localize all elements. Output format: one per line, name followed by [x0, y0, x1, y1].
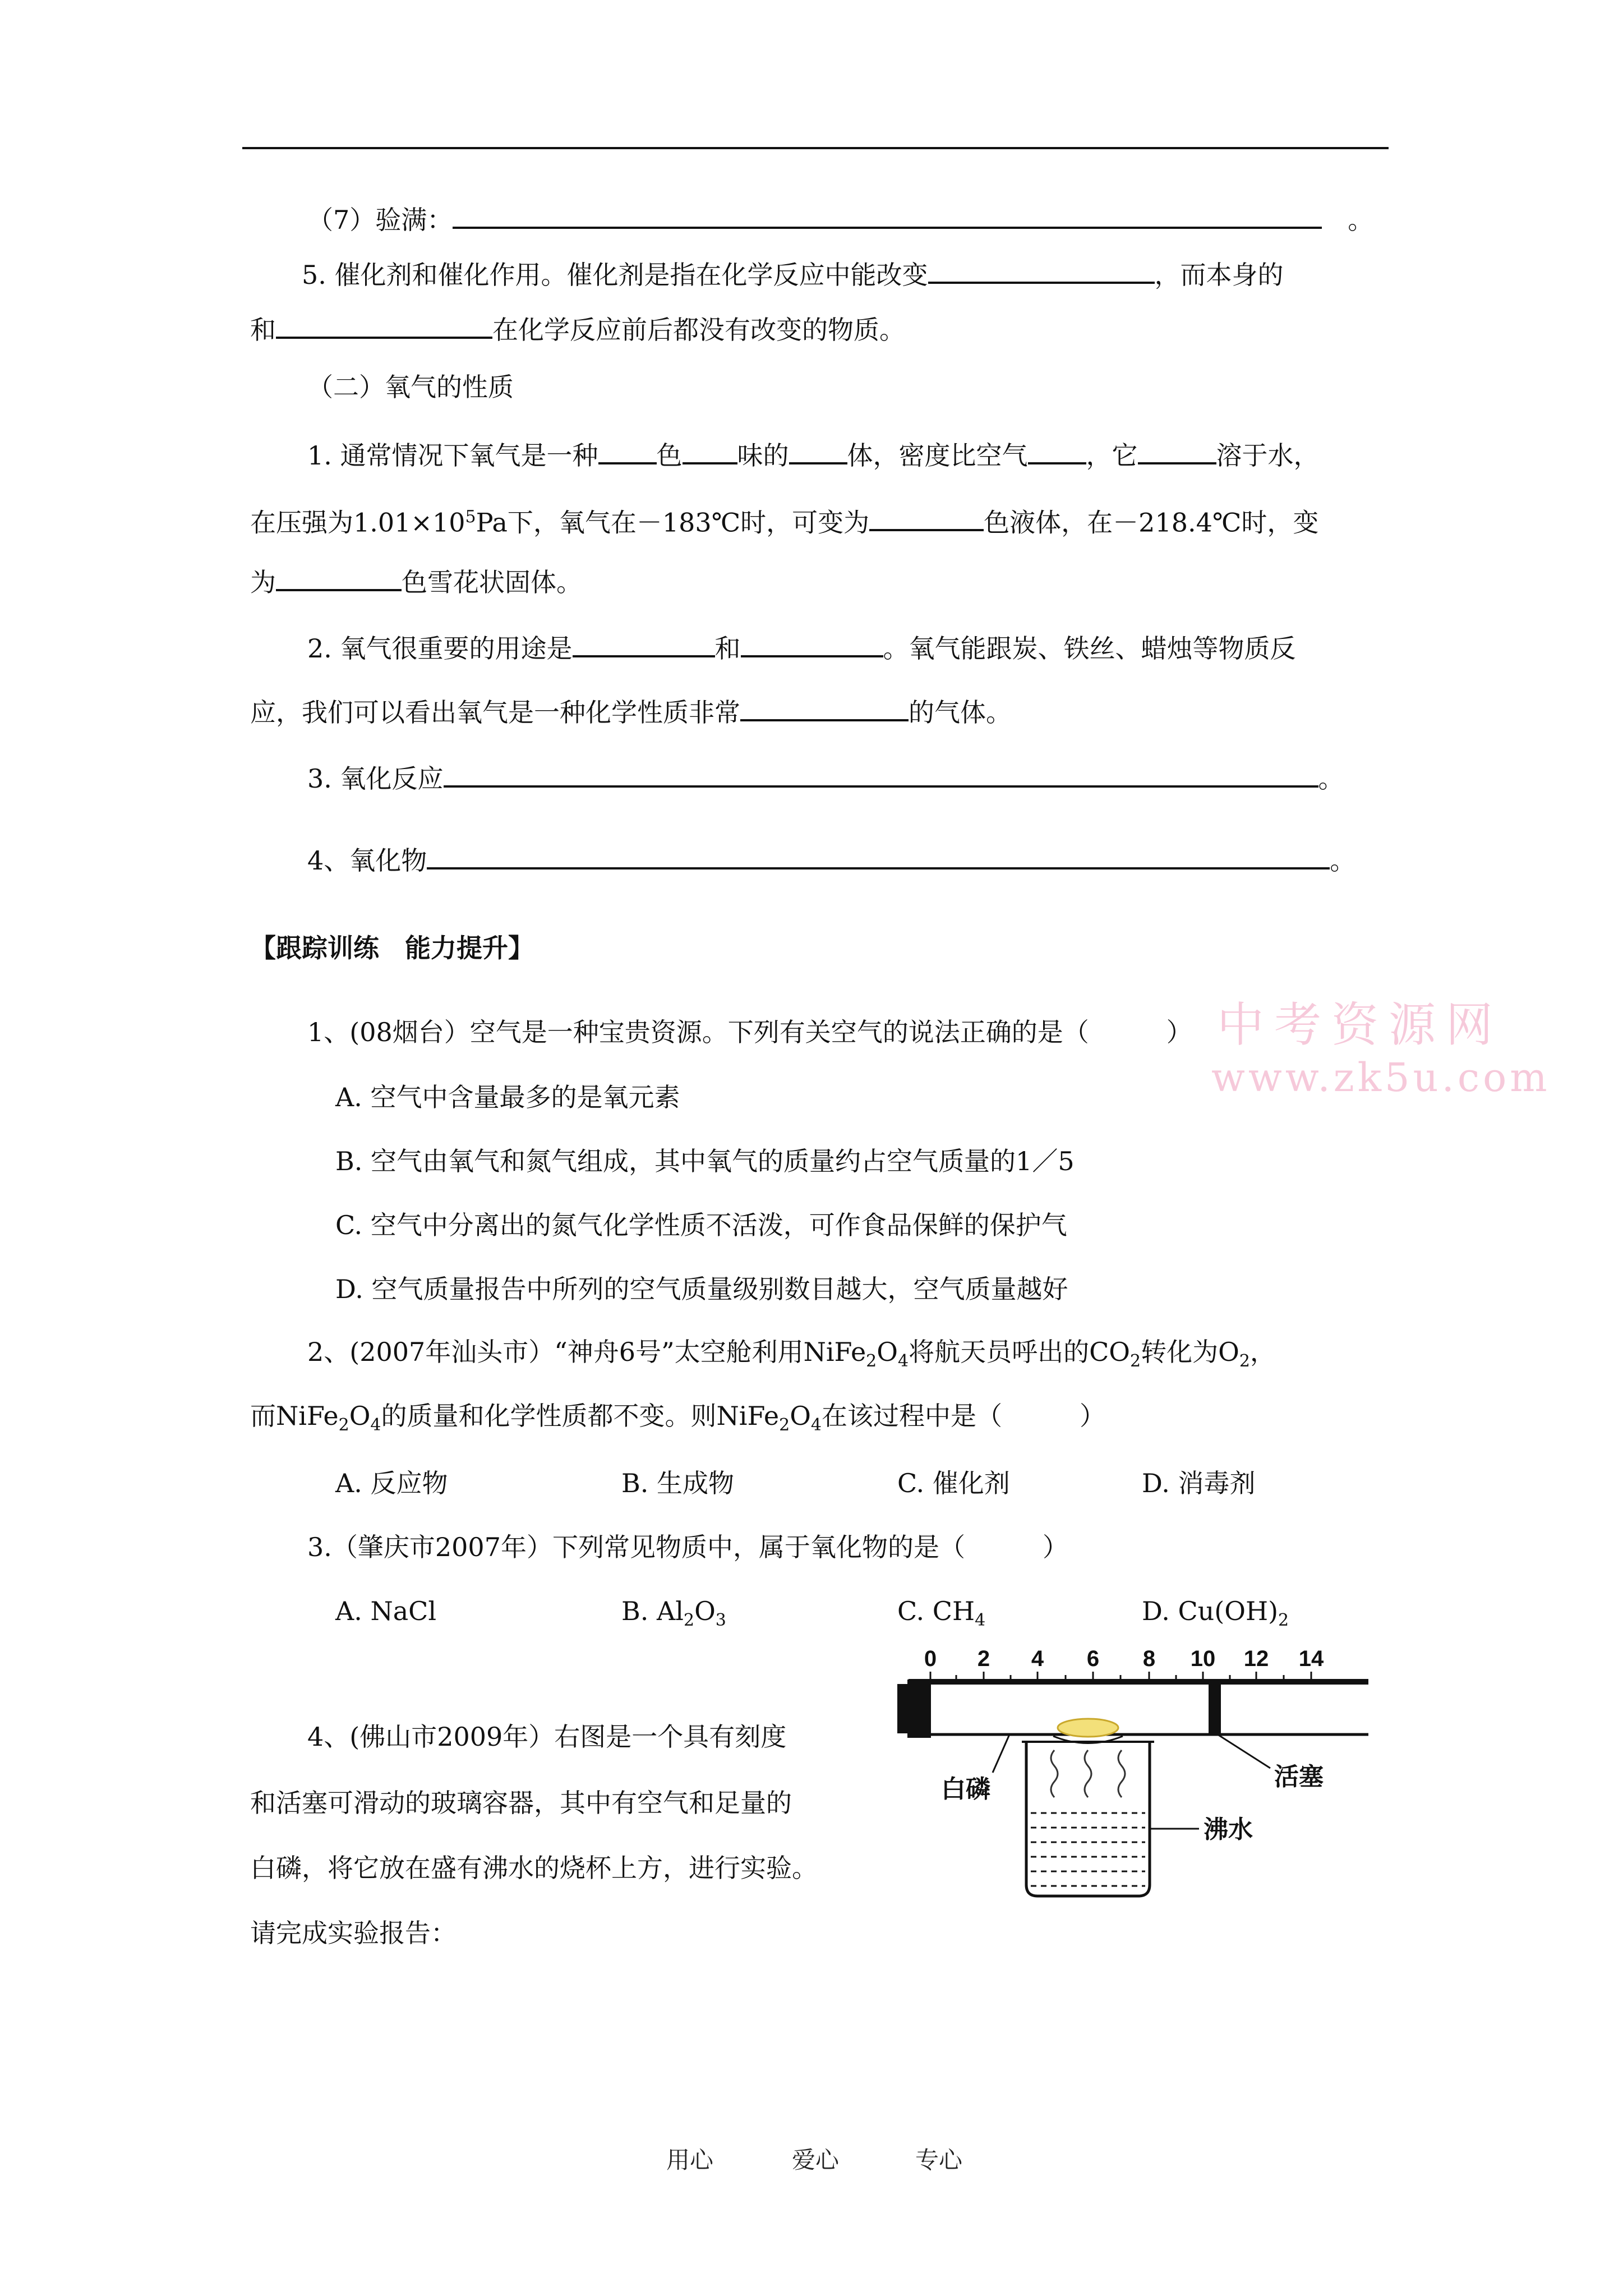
q3-option-d[interactable]: D. $Cu(OH)_2$: [1142, 1596, 1289, 1631]
answer-blank[interactable]: [276, 312, 492, 339]
question-2: 2、(2007年汕头市）“神舟6号”太空舱利用$NiFe_2O_4$将航天员呼出的$CO_2$转化为$O_2$，: [307, 1337, 1276, 1372]
label-piston: 活塞: [1274, 1763, 1324, 1791]
question-3: 3.（肇庆市2007年）下列常见物质中，属于氧化物的是（ ）: [307, 1532, 1068, 1562]
answer-blank[interactable]: [789, 438, 847, 464]
watermark-url: www.zk5u.com: [1211, 1055, 1551, 1101]
item-7-verify-full: （7）验满： 。: [307, 202, 1373, 237]
property-1-cont: 在压强为$1.01\times 10^5Pa$下，氧气在－183℃时，可变为 色液体，在－218.4℃时，变: [250, 500, 1318, 539]
question-4: 4、(佛山市2009年）右图是一个具有刻度: [307, 1722, 787, 1752]
practice-heading: 【跟踪训练 能力提升】: [250, 933, 534, 963]
q3-option-a[interactable]: A. NaCl: [335, 1596, 437, 1626]
answer-blank[interactable]: [740, 694, 909, 721]
property-1-cont2: 为 色雪花状固体。: [250, 564, 582, 599]
answer-blank[interactable]: [869, 504, 984, 531]
q1-option-a[interactable]: A. 空气中含量最多的是氧元素: [335, 1082, 680, 1112]
property-4-oxide: 4、氧化物 。: [307, 843, 1355, 877]
section-heading-oxygen-properties: （二）氧气的性质: [307, 372, 514, 402]
scale-label-8: 8: [1142, 1646, 1156, 1671]
steam-waves: [1051, 1750, 1125, 1797]
footer-word-2: 爱心: [792, 2146, 840, 2174]
footer-word-1: 用心: [666, 2146, 714, 2174]
answer-blank[interactable]: [741, 631, 883, 657]
question-4-cont1: 和活塞可滑动的玻璃容器，其中有空气和足量的: [250, 1788, 792, 1818]
property-1: 1. 通常情况下氧气是一种 色 味的 体，密度比空气 ，它 溶于水，: [307, 438, 1320, 472]
scale-label-2: 2: [977, 1646, 990, 1671]
scale-label-12: 12: [1243, 1646, 1269, 1671]
glass-tube: [897, 1672, 1368, 1738]
answer-blank[interactable]: [1028, 438, 1086, 464]
answer-blank[interactable]: [453, 202, 1322, 229]
property-3-oxidation: 3. 氧化反应 。: [307, 761, 1344, 795]
q1-option-c[interactable]: C. 空气中分离出的氮气化学性质不活泼，可作食品保鲜的保护气: [335, 1210, 1067, 1240]
property-2-cont: 应，我们可以看出氧气是一种化学性质非常 的气体。: [250, 694, 1012, 729]
scale-labels: [924, 1646, 1324, 1671]
header-rule: [242, 147, 1389, 149]
piston[interactable]: [1209, 1682, 1221, 1736]
answer-blank[interactable]: [683, 438, 737, 464]
scale-label-6: 6: [1086, 1646, 1100, 1671]
answer-blank[interactable]: [928, 257, 1155, 284]
q1-option-d[interactable]: D. 空气质量报告中所列的空气质量级别数目越大，空气质量越好: [335, 1274, 1068, 1304]
q3-option-c[interactable]: C. $CH_4$: [897, 1596, 986, 1631]
footer-word-3: 专心: [915, 2146, 963, 2174]
label-white-phosphorus: 白磷: [941, 1775, 990, 1803]
answer-blank[interactable]: [1138, 438, 1216, 464]
scale-label-0: 0: [924, 1646, 937, 1671]
answer-blank[interactable]: [573, 631, 715, 657]
answer-blank[interactable]: [276, 564, 402, 591]
question-2-cont: 而$NiFe_2O_4$的质量和化学性质都不变。则$NiFe_2O_4$在该过程中是（ ）: [250, 1401, 1105, 1435]
q2-option-a[interactable]: A. 反应物: [335, 1468, 448, 1498]
scale-label-10: 10: [1190, 1646, 1216, 1671]
q2-option-d[interactable]: D. 消毒剂: [1142, 1468, 1256, 1498]
question-1: 1、(08烟台）空气是一种宝贵资源。下列有关空气的说法正确的是（ ）: [307, 1017, 1192, 1047]
leader-line-phosphorus: [993, 1734, 1009, 1773]
q1-option-b[interactable]: B. 空气由氧气和氮气组成，其中氧气的质量约占空气质量的1／5: [335, 1146, 1075, 1176]
scale-label-14: 14: [1298, 1646, 1324, 1671]
scale-label-4: 4: [1031, 1646, 1044, 1671]
q3-option-b[interactable]: B. $Al_2O_3$: [621, 1596, 726, 1631]
q2-option-b[interactable]: B. 生成物: [621, 1468, 735, 1498]
answer-blank[interactable]: [444, 761, 1318, 788]
item-5-catalyst-cont: 和 在化学反应前后都没有改变的物质。: [250, 312, 905, 347]
label-boiling-water: 沸水: [1204, 1816, 1253, 1843]
white-phosphorus: [1058, 1719, 1118, 1737]
item-5-catalyst: 5. 催化剂和催化作用。催化剂是指在化学反应中能改变 ，而本身的: [302, 257, 1284, 292]
apparatus-diagram: [875, 1638, 1380, 1930]
watermark-text: 中考资源网: [1217, 997, 1504, 1052]
leader-line-piston: [1216, 1733, 1270, 1768]
answer-blank[interactable]: [427, 843, 1330, 869]
answer-blank[interactable]: [598, 438, 657, 464]
question-4-cont2: 白磷，将它放在盛有沸水的烧杯上方，进行实验。: [250, 1853, 818, 1883]
question-4-cont3: 请完成实验报告：: [250, 1918, 457, 1948]
property-2: 2. 氧气很重要的用途是 和 。氧气能跟炭、铁丝、蜡烛等物质反: [307, 631, 1296, 665]
q2-option-c[interactable]: C. 催化剂: [897, 1468, 1010, 1498]
